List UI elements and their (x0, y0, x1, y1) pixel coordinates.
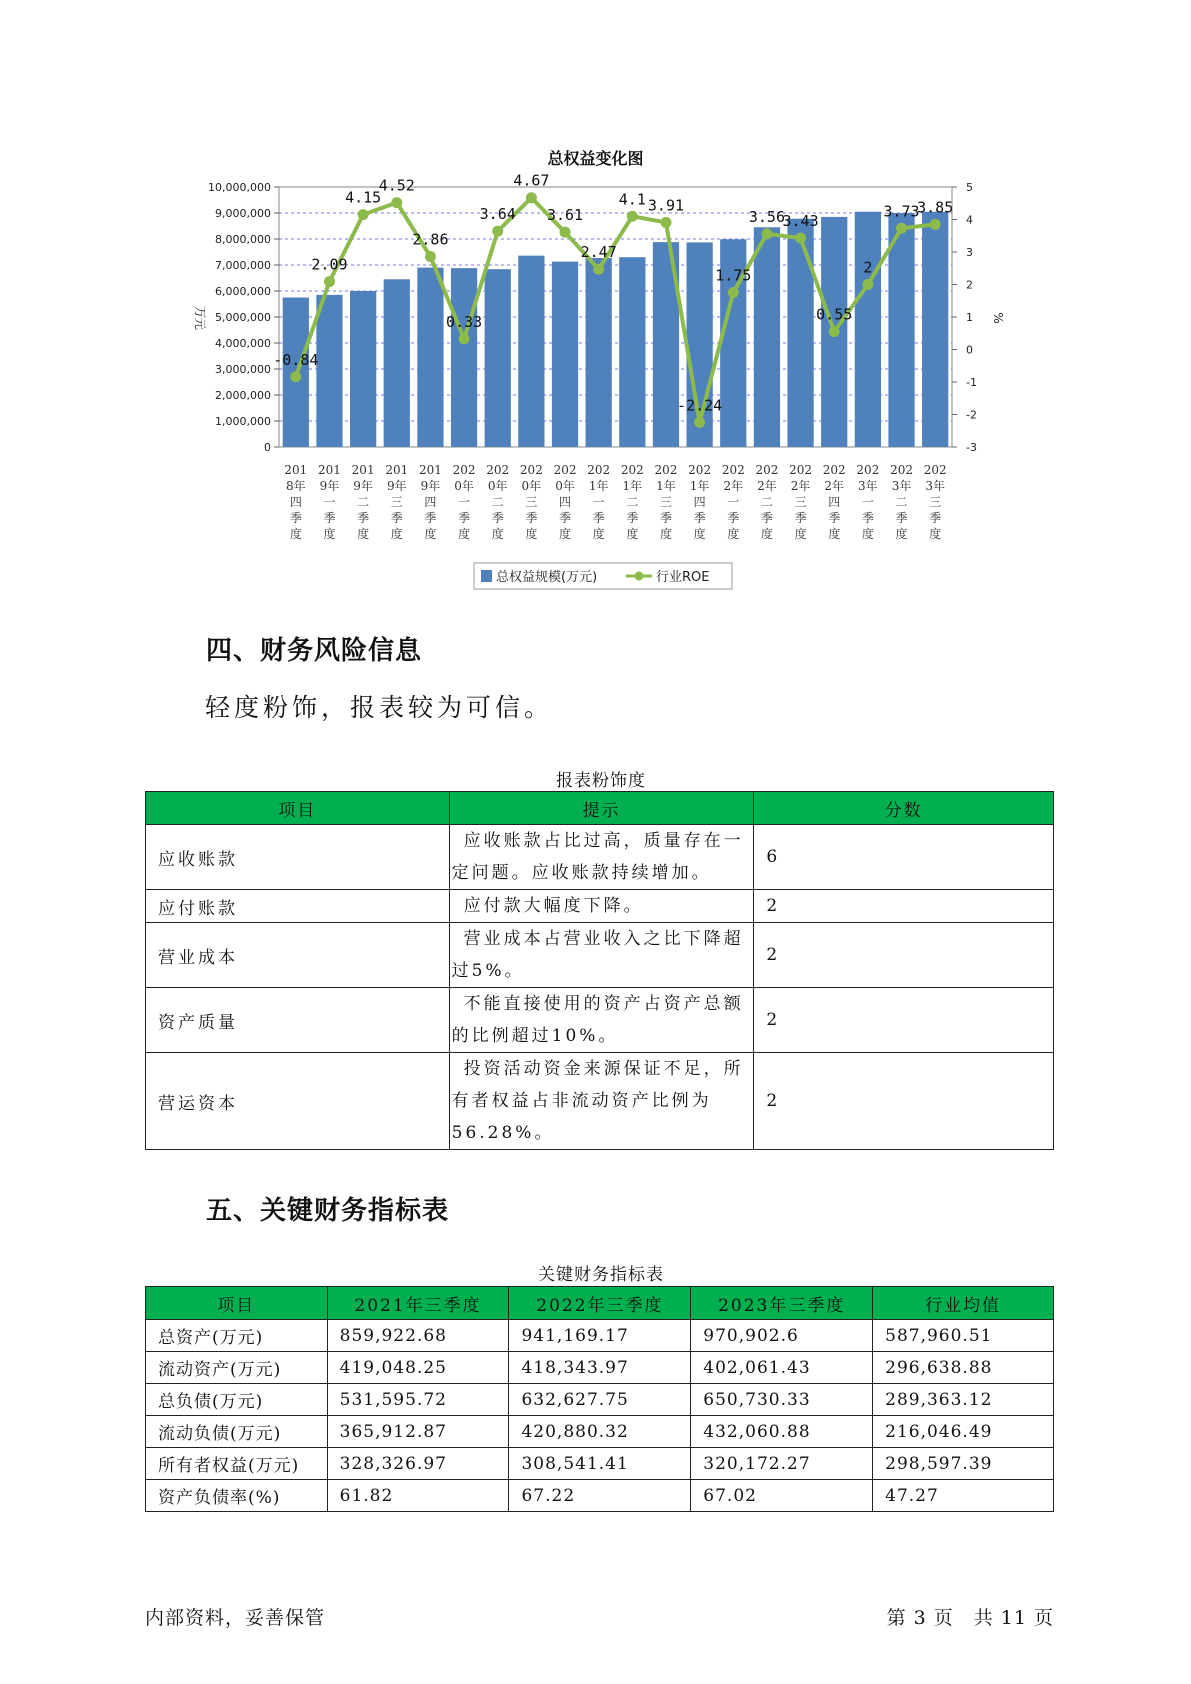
kpi-cell: 418,343.97 (509, 1352, 691, 1384)
x-axis-tick-label: 度 (323, 527, 336, 541)
kpi-cell: 587,960.51 (873, 1320, 1054, 1352)
bar (485, 269, 511, 447)
x-axis-tick-label: 0年 (555, 479, 575, 493)
bar (384, 279, 410, 447)
x-axis-tick-label: 季 (895, 511, 908, 525)
x-axis-tick-label: 二 (357, 495, 370, 509)
x-axis-tick-label: 202 (688, 463, 712, 477)
x-axis-tick-label: 度 (861, 527, 874, 541)
x-axis-tick-label: 度 (626, 527, 639, 541)
x-axis-tick-label: 三 (929, 495, 942, 509)
x-axis-tick-label: 四 (828, 495, 841, 509)
roe-point (459, 333, 470, 344)
x-axis-tick-label: 一 (323, 495, 336, 509)
x-axis-tick-label: 一 (861, 495, 874, 509)
kpi-header: 行业均值 (873, 1287, 1054, 1320)
x-axis-tick-label: 季 (693, 511, 706, 525)
x-axis-tick-label: 季 (390, 511, 403, 525)
risk-item: 营运资本 (146, 1053, 450, 1150)
kpi-cell: 67.22 (509, 1480, 691, 1512)
kpi-cell: 859,922.68 (327, 1320, 509, 1352)
kpi-cell: 970,902.6 (691, 1320, 873, 1352)
bar (922, 212, 948, 447)
roe-data-label: 0.33 (446, 312, 483, 331)
x-axis-tick-label: 四 (559, 495, 572, 509)
right-axis-tick-label: -2 (966, 408, 977, 422)
right-axis-tick-label: -1 (966, 376, 977, 389)
roe-data-label: 1.75 (715, 266, 752, 285)
kpi-table (145, 1286, 1054, 1512)
legend-line-marker (635, 572, 644, 581)
risk-header-item: 项目 (146, 792, 450, 825)
right-axis-tick-label: 4 (966, 213, 973, 227)
bar (316, 295, 342, 447)
kpi-cell: 总资产(万元) (146, 1320, 328, 1352)
kpi-cell: 67.02 (691, 1480, 873, 1512)
right-axis-title: % (991, 312, 1005, 324)
bar (888, 213, 914, 447)
left-axis-tick-label: 5,000,000 (215, 311, 271, 324)
roe-data-label: 3.85 (917, 198, 954, 217)
table-row (146, 1416, 1054, 1448)
x-axis-tick-label: 度 (424, 527, 437, 541)
roe-point (560, 227, 571, 238)
roe-point (425, 251, 436, 262)
risk-hint: 不能直接使用的资产占资产总额的比例超过10%。 (451, 994, 744, 1046)
bar (518, 256, 544, 447)
x-axis-tick-label: 二 (895, 495, 908, 509)
x-axis-tick-label: 度 (727, 527, 740, 541)
right-axis-tick-label: 3 (966, 246, 973, 259)
x-axis-tick-label: 度 (895, 527, 908, 541)
x-axis-tick-label: 202 (856, 463, 880, 477)
roe-point (660, 217, 671, 228)
roe-point (694, 417, 705, 428)
roe-point (526, 192, 537, 203)
roe-data-label: 3.61 (546, 206, 584, 225)
kpi-cell: 531,595.72 (327, 1384, 509, 1416)
roe-data-label: 3.91 (647, 196, 685, 215)
kpi-cell: 308,541.41 (509, 1448, 691, 1480)
kpi-cell: 432,060.88 (691, 1416, 873, 1448)
table-row (146, 923, 1054, 988)
table-row (146, 825, 1054, 890)
kpi-cell: 61.82 (327, 1480, 509, 1512)
kpi-cell: 419,048.25 (327, 1352, 509, 1384)
x-axis-tick-label: 三 (390, 495, 403, 509)
left-axis-tick-label: 4,000,000 (215, 337, 271, 350)
x-axis-tick-label: 202 (519, 463, 543, 477)
x-axis-tick-label: 201 (284, 463, 308, 477)
x-axis-tick-label: 季 (929, 511, 942, 525)
risk-item: 应付账款 (146, 890, 450, 923)
x-axis-tick-label: 度 (659, 527, 672, 541)
x-axis-tick-label: 202 (923, 463, 947, 477)
roe-data-label: 0.55 (816, 305, 853, 324)
x-axis-tick-label: 202 (452, 463, 476, 477)
right-axis-tick-label: 0 (966, 343, 973, 357)
legend-bar-swatch (481, 570, 492, 582)
kpi-cell: 所有者权益(万元) (146, 1448, 328, 1480)
x-axis-tick-label: 9年 (386, 479, 407, 493)
risk-score: 2 (754, 890, 1054, 923)
x-axis-tick-label: 3年 (925, 479, 945, 493)
right-axis-tick-label: 5 (966, 181, 973, 194)
legend-bar-label: 总权益规模(万元) (496, 570, 598, 585)
roe-data-label: 2.86 (412, 230, 449, 249)
x-axis-tick-label: 201 (418, 463, 442, 477)
x-axis-tick-label: 度 (390, 527, 403, 541)
x-axis-tick-label: 201 (318, 463, 341, 477)
kpi-cell: 320,172.27 (691, 1448, 873, 1480)
x-axis-tick-label: 三 (525, 495, 538, 509)
x-axis-tick-label: 202 (755, 463, 779, 477)
roe-data-label: 4.15 (345, 188, 382, 207)
x-axis-tick-label: 三 (659, 495, 672, 509)
footer-left: 内部资料，妥善保管 (145, 1607, 326, 1629)
x-axis-tick-label: 季 (760, 511, 773, 525)
kpi-cell: 流动负债(万元) (146, 1416, 328, 1448)
right-axis-tick-label: 1 (966, 311, 973, 324)
table-row (146, 1320, 1054, 1352)
x-axis-tick-label: 度 (592, 527, 605, 541)
kpi-cell: 296,638.88 (873, 1352, 1054, 1384)
x-axis-tick-label: 二 (626, 495, 639, 509)
roe-data-label: 2 (863, 258, 873, 277)
roe-point (391, 197, 402, 208)
kpi-cell: 632,627.75 (509, 1384, 691, 1416)
x-axis-tick-label: 1年 (656, 479, 676, 493)
left-axis-tick-label: 0 (264, 441, 271, 454)
x-axis-tick-label: 度 (794, 527, 807, 541)
right-axis-tick-label: 2 (966, 278, 973, 292)
x-axis-tick-label: 季 (323, 511, 336, 525)
roe-data-label: 3.56 (748, 207, 785, 226)
kpi-cell: 216,046.49 (873, 1416, 1054, 1448)
bar (552, 262, 578, 447)
x-axis-tick-label: 3年 (891, 479, 912, 493)
roe-point (324, 276, 335, 287)
risk-header-score: 分数 (754, 792, 1054, 825)
roe-point (728, 287, 739, 298)
roe-data-label: -2.24 (677, 396, 723, 415)
kpi-cell: 402,061.43 (691, 1352, 873, 1384)
left-axis-title: 万元 (193, 305, 207, 331)
kpi-cell: 289,363.12 (873, 1384, 1054, 1416)
roe-point (795, 233, 806, 244)
left-axis-tick-label: 9,000,000 (215, 207, 271, 220)
roe-data-label: 4.67 (513, 171, 550, 190)
x-axis-tick-label: 9年 (319, 479, 340, 493)
risk-item: 应收账款 (146, 825, 450, 890)
right-axis-tick-label: -3 (966, 441, 977, 454)
x-axis-tick-label: 一 (458, 495, 471, 509)
x-axis-tick-label: 0年 (521, 479, 542, 493)
x-axis-tick-label: 0年 (487, 479, 508, 493)
x-axis-tick-label: 三 (794, 495, 807, 509)
risk-header-hint: 提示 (449, 792, 754, 825)
roe-point (290, 371, 301, 382)
risk-table (145, 791, 1054, 1150)
x-axis-tick-label: 四 (289, 495, 302, 509)
x-axis-tick-label: 9年 (353, 479, 373, 493)
x-axis-tick-label: 202 (890, 463, 913, 477)
bar (754, 227, 780, 447)
x-axis-tick-label: 201 (385, 463, 409, 477)
x-axis-tick-label: 201 (351, 463, 375, 477)
x-axis-tick-label: 季 (727, 511, 740, 525)
x-axis-tick-label: 季 (491, 511, 504, 525)
roe-data-label: 3.43 (782, 212, 819, 231)
risk-hint: 应收账款占比过高，质量存在一定问题。应收账款持续增加。 (451, 831, 744, 883)
section4-summary: 轻度粉饰，报表较为可信。 (205, 693, 554, 722)
risk-score: 2 (754, 923, 1054, 988)
left-axis-tick-label: 10,000,000 (208, 181, 271, 194)
x-axis-tick-label: 度 (559, 527, 572, 541)
bar (350, 291, 376, 447)
kpi-cell: 365,912.87 (327, 1416, 509, 1448)
chart-title: 总权益变化图 (547, 149, 644, 168)
x-axis-tick-label: 度 (693, 527, 706, 541)
footer-page-number: 第 3 页 共 11 页 (886, 1607, 1054, 1629)
kpi-cell: 总负债(万元) (146, 1384, 328, 1416)
risk-score: 2 (754, 1053, 1054, 1150)
risk-score: 6 (754, 825, 1054, 890)
risk-item: 资产质量 (146, 988, 450, 1053)
section5-heading: 五、关键财务指标表 (206, 1196, 450, 1226)
left-axis-tick-label: 2,000,000 (215, 389, 271, 402)
x-axis-tick-label: 9年 (420, 479, 441, 493)
bar (855, 212, 881, 447)
x-axis-tick-label: 季 (357, 511, 370, 525)
left-axis-tick-label: 1,000,000 (215, 415, 271, 428)
roe-data-label: 4.1 (618, 190, 646, 209)
x-axis-tick-label: 0年 (454, 479, 474, 493)
x-axis-tick-label: 季 (289, 511, 302, 525)
table-row (146, 1053, 1054, 1150)
x-axis-tick-label: 一 (592, 495, 605, 509)
x-axis-tick-label: 季 (424, 511, 437, 525)
table-row (146, 1480, 1054, 1512)
bar (417, 268, 443, 447)
roe-data-label: 4.52 (378, 176, 415, 195)
x-axis-tick-label: 季 (559, 511, 572, 525)
x-axis-tick-label: 季 (861, 511, 874, 525)
roe-point (593, 264, 604, 275)
x-axis-tick-label: 季 (525, 511, 538, 525)
kpi-cell: 328,326.97 (327, 1448, 509, 1480)
bar (787, 219, 813, 447)
x-axis-tick-label: 1年 (689, 479, 710, 493)
roe-point (761, 228, 772, 239)
x-axis-tick-label: 二 (760, 495, 773, 509)
x-axis-tick-label: 度 (525, 527, 538, 541)
x-axis-tick-label: 季 (458, 511, 471, 525)
x-axis-tick-label: 度 (289, 527, 302, 541)
table-row (146, 1352, 1054, 1384)
x-axis-tick-label: 2年 (757, 479, 777, 493)
risk-item: 营业成本 (146, 923, 450, 988)
x-axis-tick-label: 季 (626, 511, 639, 525)
x-axis-tick-label: 二 (491, 495, 504, 509)
kpi-header: 2023年三季度 (691, 1287, 873, 1320)
table-row (146, 1448, 1054, 1480)
x-axis-tick-label: 2年 (790, 479, 811, 493)
table-row (146, 1384, 1054, 1416)
x-axis-tick-label: 季 (592, 511, 605, 525)
equity-chart (0, 0, 1191, 600)
bar (586, 258, 612, 447)
kpi-cell: 47.27 (873, 1480, 1054, 1512)
x-axis-tick-label: 3年 (858, 479, 878, 493)
x-axis-tick-label: 202 (486, 463, 510, 477)
x-axis-tick-label: 202 (654, 463, 678, 477)
roe-data-label: -0.84 (273, 350, 319, 369)
risk-hint: 营业成本占营业收入之比下降超过5%。 (451, 929, 744, 981)
kpi-cell: 298,597.39 (873, 1448, 1054, 1480)
x-axis-tick-label: 度 (828, 527, 841, 541)
x-axis-tick-label: 202 (721, 463, 745, 477)
x-axis-tick-label: 1年 (588, 479, 609, 493)
x-axis-tick-label: 202 (822, 463, 846, 477)
bar (619, 257, 645, 447)
legend-line-label: 行业ROE (656, 570, 710, 585)
x-axis-tick-label: 度 (760, 527, 773, 541)
roe-point (896, 223, 907, 234)
left-axis-tick-label: 6,000,000 (215, 285, 271, 298)
left-axis-tick-label: 8,000,000 (215, 233, 271, 246)
roe-point (862, 279, 873, 290)
roe-point (930, 219, 941, 230)
kpi-header: 2021年三季度 (327, 1287, 509, 1320)
x-axis-tick-label: 202 (553, 463, 577, 477)
kpi-cell: 流动资产(万元) (146, 1352, 328, 1384)
roe-point (358, 209, 369, 220)
bar (451, 268, 477, 447)
kpi-cell: 资产负债率(%) (146, 1480, 328, 1512)
roe-data-label: 2.09 (311, 255, 348, 274)
x-axis-tick-label: 度 (929, 527, 942, 541)
x-axis-tick-label: 季 (828, 511, 841, 525)
kpi-header: 2022年三季度 (509, 1287, 691, 1320)
kpi-cell: 650,730.33 (691, 1384, 873, 1416)
kpi-header: 项目 (146, 1287, 328, 1320)
roe-point (627, 211, 638, 222)
x-axis-tick-label: 季 (659, 511, 672, 525)
x-axis-tick-label: 202 (587, 463, 611, 477)
x-axis-tick-label: 一 (727, 495, 740, 509)
risk-table-caption: 报表粉饰度 (556, 771, 646, 791)
x-axis-tick-label: 度 (357, 527, 370, 541)
x-axis-tick-label: 2年 (723, 479, 744, 493)
risk-hint: 应付款大幅度下降。 (463, 896, 644, 916)
x-axis-tick-label: 四 (424, 495, 437, 509)
kpi-cell: 941,169.17 (509, 1320, 691, 1352)
table-row (146, 890, 1054, 923)
left-axis-tick-label: 3,000,000 (215, 363, 271, 376)
x-axis-tick-label: 8年 (286, 479, 306, 493)
roe-point (492, 226, 503, 237)
kpi-cell: 420,880.32 (509, 1416, 691, 1448)
x-axis-tick-label: 四 (693, 495, 706, 509)
x-axis-tick-label: 2年 (824, 479, 845, 493)
x-axis-tick-label: 季 (794, 511, 807, 525)
risk-hint: 投资活动资金来源保证不足，所有者权益占非流动资产比例为56.28%。 (451, 1059, 744, 1143)
x-axis-tick-label: 度 (491, 527, 504, 541)
roe-data-label: 3.64 (479, 205, 516, 224)
x-axis-tick-label: 202 (789, 463, 813, 477)
section4-heading: 四、财务风险信息 (206, 636, 423, 666)
table-row (146, 988, 1054, 1053)
roe-data-label: 2.47 (580, 243, 617, 262)
x-axis-tick-label: 202 (620, 463, 644, 477)
x-axis-tick-label: 度 (458, 527, 471, 541)
x-axis-tick-label: 1年 (622, 479, 643, 493)
roe-data-label: 3.73 (883, 202, 920, 221)
kpi-table-caption: 关键财务指标表 (538, 1265, 664, 1285)
left-axis-tick-label: 7,000,000 (215, 259, 271, 272)
roe-point (829, 326, 840, 337)
risk-score: 2 (754, 988, 1054, 1053)
